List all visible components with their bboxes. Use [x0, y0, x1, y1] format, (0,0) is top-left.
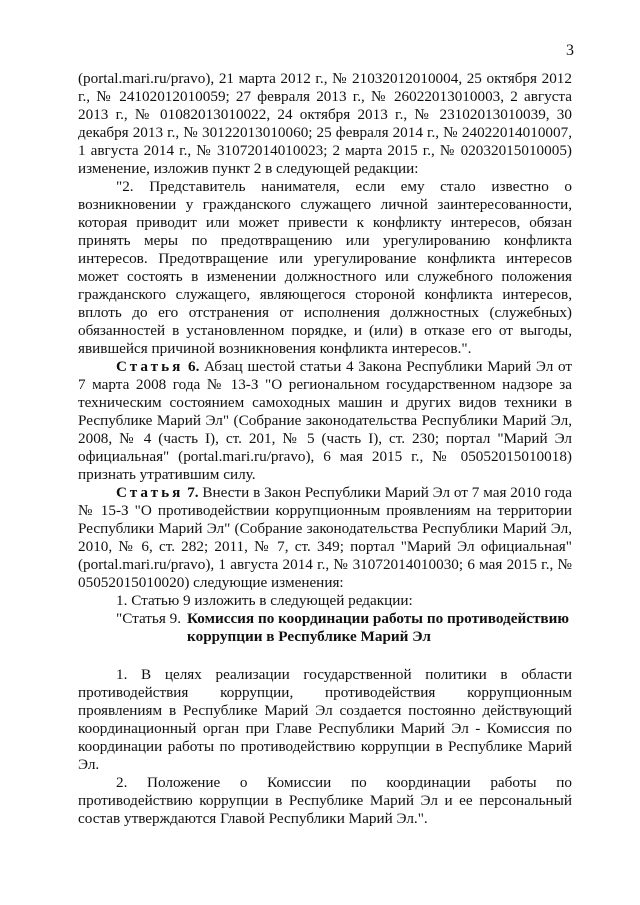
spacer	[78, 646, 572, 666]
article-6-label: Статья	[116, 358, 184, 375]
page-number: 3	[566, 42, 574, 59]
article-7-label: Статья	[116, 484, 184, 501]
paragraph-quoted-clause-2: "2. Представитель нанимателя, если ему стало известно о возникновении у гражданского служащего личной заинтересованности, которая приводит или может привести к конфликту интересов, обязан принять меры по предотвращению или урегулированию конфликта интересов. Предотвращение или урегулирование конфликта интересов может состоять в изменении должностного или служебного положения гражданского служащего, являющегося стороной конфликта интересов, вплоть до его отстранения от исполнения должностных (служебных) обязанностей в установленном порядке, и (или) в отказе его от выгоды, явившейся причиной возникновения конфликта интересов.".	[78, 178, 572, 357]
article-9-heading	[78, 610, 572, 646]
article-9-label: "Статья 9.	[116, 610, 182, 627]
item-1: 1. Статью 9 изложить в следующей редакции:	[116, 592, 413, 609]
article-7-number: 7.	[187, 484, 199, 501]
article-7	[78, 484, 572, 592]
paragraph-amendment-references: (portal.mari.ru/pravo), 21 марта 2012 г., № 21032012010004, 25 октября 2012 г., № 24102012010059; 27 февраля 2013 г., № 26022013010003, 2 августа 2013 г., № 01082013010022, 24 октября 2013 г., № 23102013010039, 30 декабря 2013 г., № 30122013010060; 25 февраля 2014 г., № 24022014010007, 1 августа 2014 г., № 31072014010023; 2 марта 2015 г., № 02032015010005) изменение, изложив пункт 2 в следующей редакции:	[78, 70, 572, 177]
document-body	[78, 70, 572, 828]
article-6-text: Абзац шестой статьи 4 Закона Республики Марий Эл от 7 марта 2008 года № 13-З "О региональном государственном надзоре за техническим состоянием самоходных машин и других видов техники в Республике Марий Эл" (Собрание законодательства Республики Марий Эл, 2008, № 4 (часть I), ст. 201, № 5 (часть I), ст. 230; портал "Марий Эл официальная" (portal.mari.ru/pravo), 6 мая 2015 г., № 05052015010018) признать утратившим силу.	[78, 358, 573, 483]
article-6	[78, 358, 572, 484]
article-6-number: 6.	[187, 358, 200, 375]
article-9-clause-1: 1. В целях реализации государственной политики в области противодействия коррупции, противодействия коррупционным проявлениям в Республике Марий Эл создается постоянно действующий координационный орган при Главе Республики Марий Эл - Комиссия по координации работы по противодействию коррупции в Республике Марий Эл.	[78, 666, 572, 773]
article-9-title: Комиссия по координации работы по противодействию коррупции в Республике Марий Эл	[187, 610, 569, 645]
article-7-text: Внести в Закон Республики Марий Эл от 7 мая 2010 года № 15-З "О противодействии коррупционным проявлениям на территории Республики Марий Эл" (Собрание законодательства Республики Марий Эл, 2010, № 6, ст. 282; 2011, № 7, ст. 349; портал "Марий Эл официальная" (portal.mari.ru/pravo), 1 августа 2014 г., № 31072014010030; 6 мая 2015 г., № 05052015010020) следующие изменения:	[78, 484, 573, 591]
article-9-clause-2: 2. Положение о Комиссии по координации работы по противодействию коррупции в Республике Марий Эл и ее персональный состав утверждаются Главой Республики Марий Эл.".	[78, 774, 572, 827]
